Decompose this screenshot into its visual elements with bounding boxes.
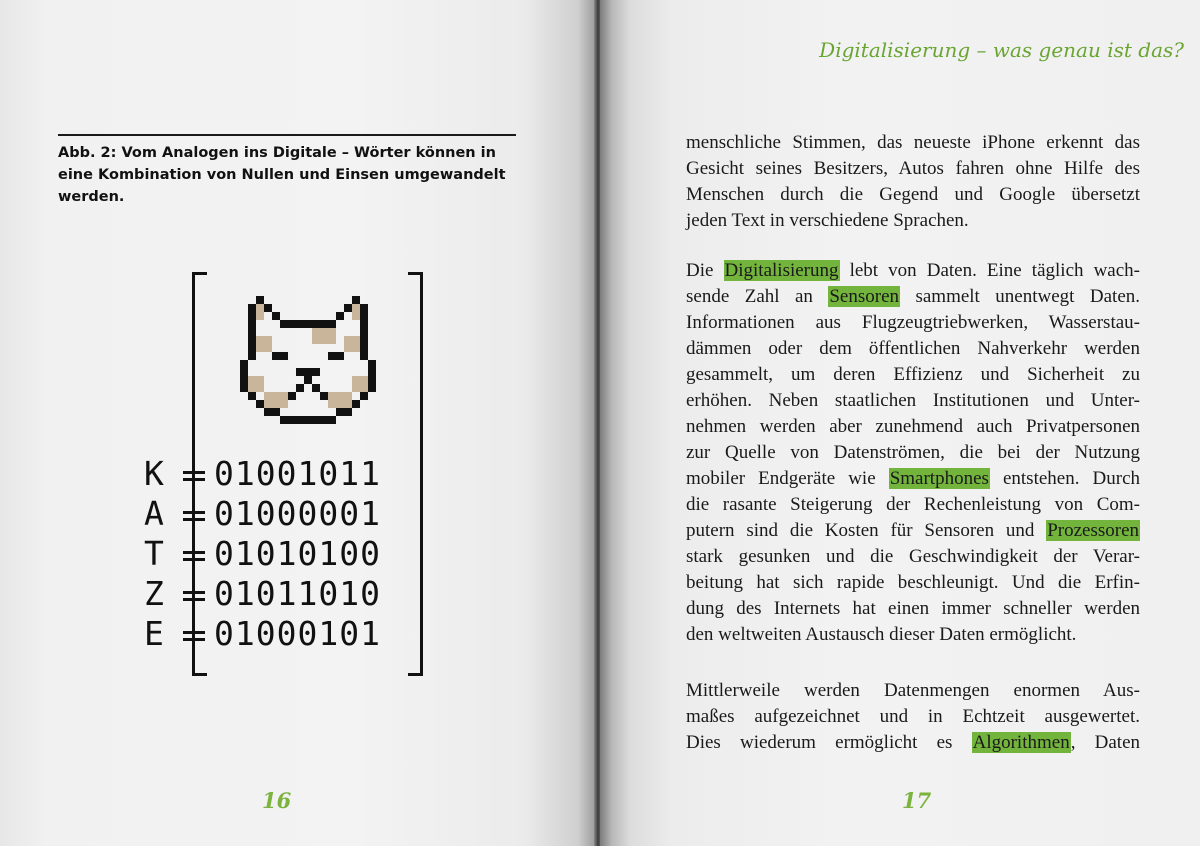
equals-tick [183,471,205,474]
text-line: menschliche Stimmen, das neueste iPhone erkennt das [686,132,1140,153]
highlight-sensoren: Sensoren [829,286,900,307]
highlight-digitalisierung: Digitalisierung [724,260,839,281]
binary-bits: 01000101 [214,614,381,653]
paragraph-1 [686,130,1140,234]
binary-letter: Z [144,574,164,613]
equals-tick [183,511,205,514]
text-line: putern sind die Kosten für Sensoren und Prozessoren [686,520,1139,541]
text-line: nehmen werden aber zunehmend auch Privatpersonen [686,416,1140,437]
text-line: Gesicht seines Besitzers, Autos fahren ohne Hilfe des [686,158,1140,179]
highlight-prozessoren: Prozessoren [1047,520,1139,541]
binary-row-k [140,454,440,494]
text-line: den weltweiten Austausch dieser Daten ermöglicht. [686,624,1077,645]
binary-letter: T [144,534,164,573]
page-number-right: 17 [902,788,932,813]
highlight-algorithmen: Algorithmen [972,732,1070,753]
binary-row-a [140,494,440,534]
left-page [0,0,596,846]
binary-row-z [140,574,440,614]
binary-letter: A [144,494,164,533]
binary-letter: K [144,454,164,493]
text-line: die rasante Steigerung der Rechenleistung von Com- [686,494,1140,515]
page-number-left: 16 [262,788,292,813]
running-head: Digitalisierung – was genau ist das? [819,38,1184,62]
figure-caption: Abb. 2: Vom Analogen ins Digitale – Wörter können in eine Kombination von Nullen und Einsen umgewandelt werden. [58,145,506,205]
paragraph-3 [686,678,1140,756]
text-line: beitung hat sich rapide beschleunigt. Und die Erfin- [686,572,1140,593]
text-line: Dies wiederum ermöglicht es Algorithmen, Daten [686,732,1141,753]
text-line: gesammelt, um deren Effizienz und Sicherheit zu [686,364,1140,385]
binary-row-e [140,614,440,654]
text-line: sende Zahl an Sensoren sammelt unentwegt Daten. [686,286,1140,307]
text-line: Mittlerweile werden Datenmengen enormen Aus- [686,680,1140,701]
text-line: stark gesunken und die Geschwindigkeit der Verar- [686,546,1140,567]
equals-tick [183,478,205,481]
text-line: jeden Text in verschiedene Sprachen. [686,210,969,231]
caption-rule [58,134,516,136]
text-line: dung des Internets hat einen immer schneller werden [686,598,1140,619]
binary-letter: E [144,614,164,653]
figure-katze-binary [140,268,440,678]
binary-bits: 01011010 [214,574,381,613]
equals-tick [183,558,205,561]
highlight-smartphones: Smartphones [889,468,989,489]
equals-tick [183,631,205,634]
binary-bits: 01001011 [214,454,381,493]
text-line: Informationen aus Flugzeugtriebwerken, Wasserstau- [686,312,1140,333]
text-line: mobiler Endgeräte wie Smartphones entstehen. Durch [686,468,1141,489]
binary-bits: 01010100 [214,534,381,573]
equals-tick [183,598,205,601]
binary-bits: 01000001 [214,494,381,533]
equals-tick [183,638,205,641]
equals-tick [183,551,205,554]
text-line: maßes aufgezeichnet und in Echtzeit ausgewertet. [686,706,1140,727]
text-line: zur Quelle von Datenströmen, die bei der Nutzung [686,442,1140,463]
text-line: Die Digitalisierung lebt von Daten. Eine täglich wach- [686,260,1140,281]
equals-tick [183,518,205,521]
pixel-cat-face-icon [240,294,376,434]
text-line: erhöhen. Neben staatlichen Institutionen und Unter- [686,390,1140,411]
binary-row-t [140,534,440,574]
text-line: Menschen durch die Gegend und Google übersetzt [686,184,1140,205]
equals-tick [183,591,205,594]
text-line: dämmen oder dem öffentlichen Nahverkehr werden [686,338,1140,359]
paragraph-2 [686,258,1140,648]
right-page [600,0,1200,846]
